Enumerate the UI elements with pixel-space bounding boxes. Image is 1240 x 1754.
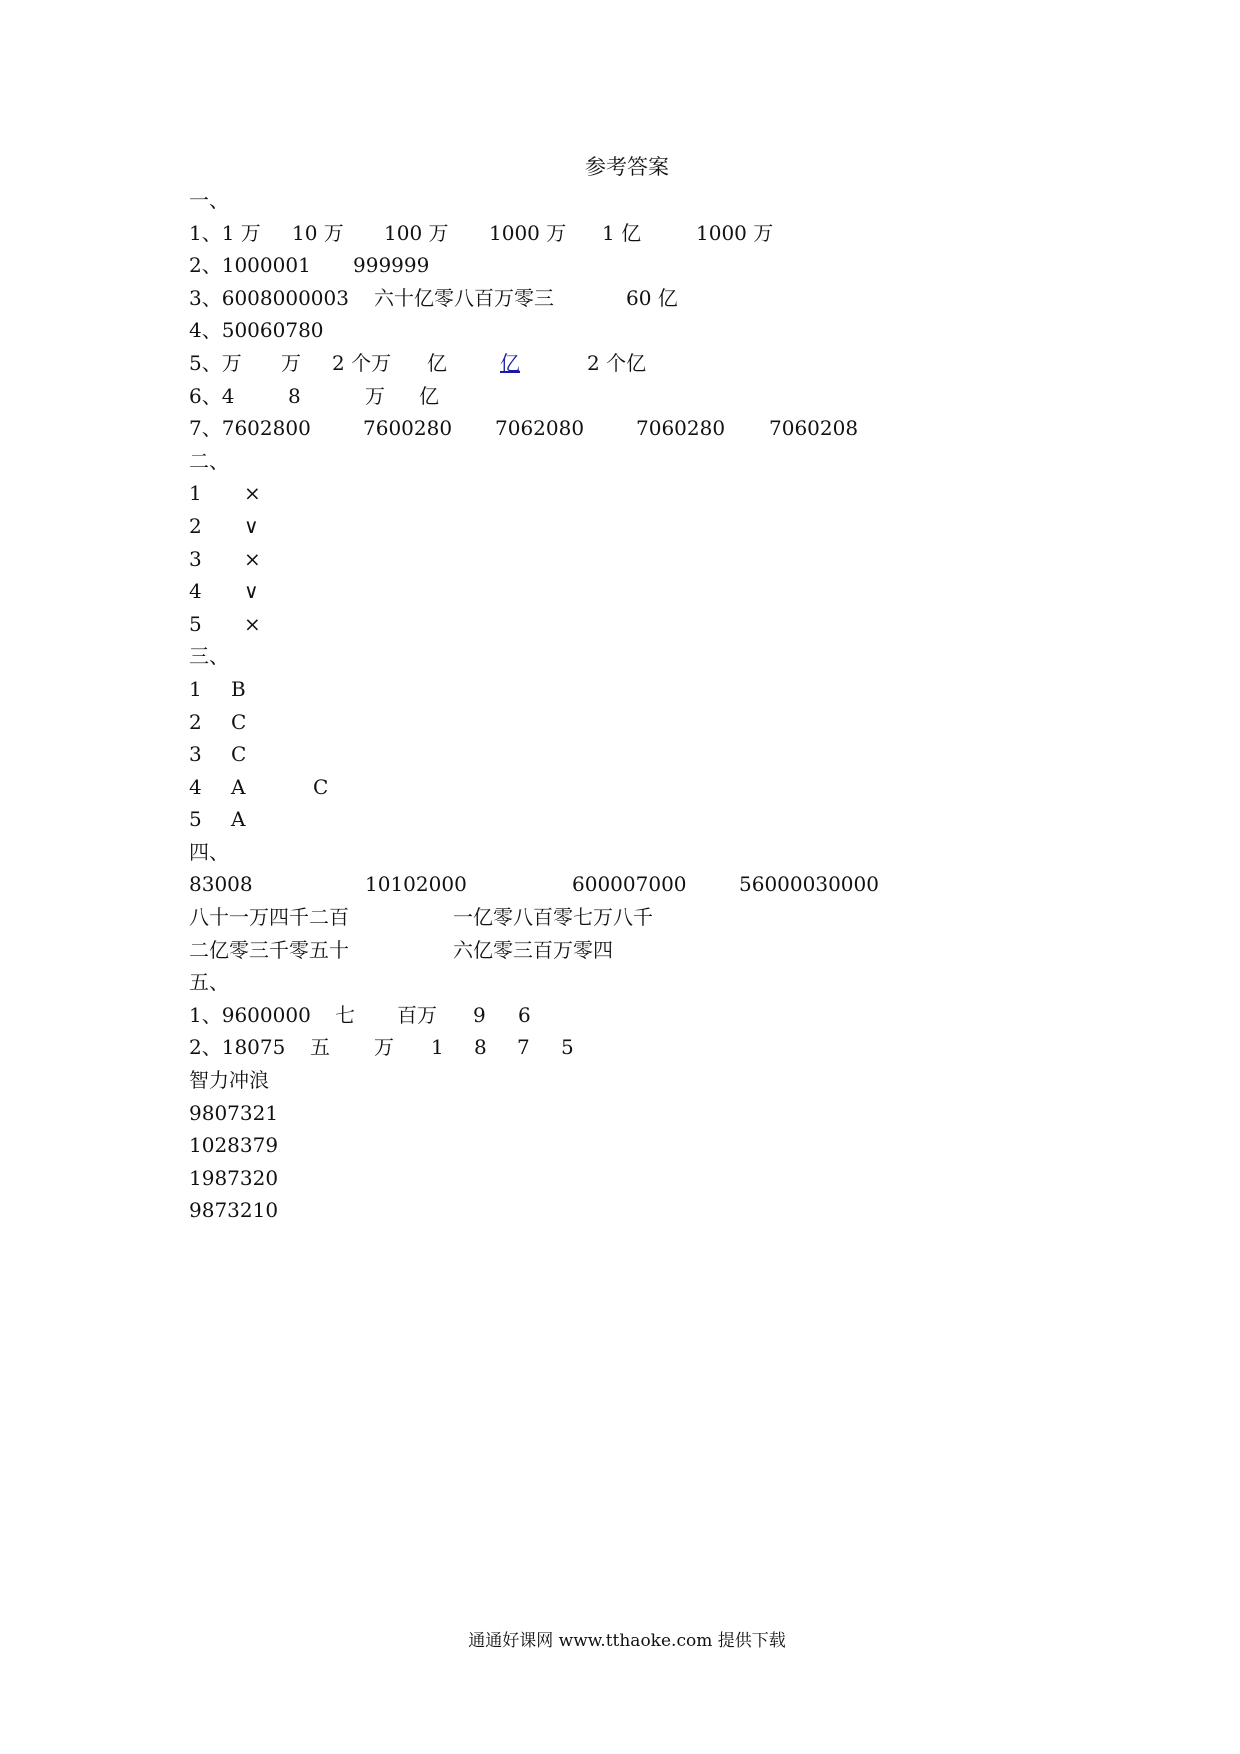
answer-cell: 1 亿 bbox=[602, 220, 642, 245]
answer-cell: 三、 bbox=[189, 644, 229, 669]
answer-line bbox=[189, 901, 1069, 934]
answer-line bbox=[189, 575, 1069, 608]
answer-cell: 四、 bbox=[189, 839, 229, 864]
answer-cell: 4、50060780 bbox=[189, 318, 324, 343]
answer-line bbox=[189, 510, 1069, 543]
answer-cell: 3 bbox=[189, 546, 202, 571]
answer-line bbox=[189, 1162, 1069, 1195]
answer-cell: 六十亿零八百万零三 bbox=[374, 285, 554, 310]
answer-line bbox=[189, 1031, 1069, 1064]
answer-cell: 五、 bbox=[189, 970, 229, 995]
answer-line bbox=[189, 1097, 1069, 1130]
answer-cell: 2、1000001 bbox=[189, 253, 311, 278]
answer-cell: 二、 bbox=[189, 448, 229, 473]
answer-cell: 1028379 bbox=[189, 1133, 279, 1158]
answer-cell: 七 bbox=[335, 1002, 355, 1027]
answer-cell: 9807321 bbox=[189, 1100, 279, 1125]
answer-line bbox=[189, 249, 1069, 282]
answer-cell: 100 万 bbox=[384, 220, 449, 245]
answer-cell: 10102000 bbox=[365, 872, 467, 897]
answer-cell: A bbox=[231, 774, 246, 799]
answer-cell: 10 万 bbox=[292, 220, 344, 245]
answer-cell: 2 个亿 bbox=[587, 350, 647, 375]
answer-cell: 万 bbox=[374, 1035, 394, 1060]
answer-line bbox=[189, 1194, 1069, 1227]
answer-line bbox=[189, 380, 1069, 413]
answer-cell: 6 bbox=[518, 1002, 531, 1027]
answer-cell: × bbox=[244, 546, 261, 571]
answer-cell: 亿 bbox=[419, 383, 439, 408]
answer-line bbox=[189, 608, 1069, 641]
answer-line bbox=[189, 999, 1069, 1032]
answer-line bbox=[189, 314, 1069, 347]
answer-cell: ∨ bbox=[244, 579, 259, 604]
answer-line bbox=[189, 771, 1069, 804]
answer-cell: 6、4 bbox=[189, 383, 235, 408]
answer-line bbox=[189, 217, 1069, 250]
answer-cell: 999999 bbox=[353, 253, 430, 278]
answer-cell: 7、7602800 bbox=[189, 416, 311, 441]
answer-line bbox=[189, 706, 1069, 739]
answer-cell: 1 bbox=[189, 481, 202, 506]
answer-cell: ∨ bbox=[244, 513, 259, 538]
answer-cell: 83008 bbox=[189, 872, 253, 897]
answer-cell: 万 bbox=[281, 350, 301, 375]
answer-cell: 1、1 万 bbox=[189, 220, 261, 245]
page-footer: 通通好课网 www.tthaoke.com 提供下载 bbox=[468, 1631, 786, 1651]
answer-cell: 一亿零八百零七万八千 bbox=[453, 905, 653, 930]
answer-cell: 1、9600000 bbox=[189, 1002, 311, 1027]
answer-cell: 9873210 bbox=[189, 1198, 279, 1223]
answer-cell: 4 bbox=[189, 579, 202, 604]
answer-cell: C bbox=[313, 774, 329, 799]
page-title: 参考答案 bbox=[585, 155, 669, 179]
answer-cell: 8 bbox=[288, 383, 301, 408]
answer-cell: 5 bbox=[561, 1035, 574, 1060]
answer-cell: × bbox=[244, 611, 261, 636]
answer-line bbox=[189, 347, 1069, 380]
answer-cell: 5、万 bbox=[189, 350, 242, 375]
answer-line bbox=[189, 445, 1069, 478]
answer-cell: 六亿零三百万零四 bbox=[453, 937, 613, 962]
answer-cell: 2 bbox=[189, 513, 202, 538]
answer-cell: 7 bbox=[517, 1035, 530, 1060]
answer-cell: 56000030000 bbox=[739, 872, 879, 897]
answer-line bbox=[189, 282, 1069, 315]
answer-line bbox=[189, 640, 1069, 673]
answer-cell: 7600280 bbox=[363, 416, 453, 441]
answer-cell: 600007000 bbox=[572, 872, 687, 897]
answer-cell: 智力冲浪 bbox=[189, 1068, 269, 1093]
answer-cell: C bbox=[231, 709, 247, 734]
answer-cell: 一、 bbox=[189, 188, 229, 212]
answer-cell: 二亿零三千零五十 bbox=[189, 937, 349, 962]
answer-cell: 7062080 bbox=[495, 416, 585, 441]
answer-cell: 百万 bbox=[397, 1002, 437, 1027]
answer-cell: 8 bbox=[474, 1035, 487, 1060]
answer-line bbox=[189, 738, 1069, 771]
answer-cell: 3 bbox=[189, 742, 202, 767]
answer-cell: B bbox=[231, 676, 246, 701]
answer-cell: A bbox=[231, 807, 246, 832]
answer-cell: × bbox=[244, 481, 261, 506]
answer-cell: 60 亿 bbox=[626, 285, 678, 310]
answer-cell: 9 bbox=[473, 1002, 486, 1027]
answer-cell: 八十一万四千二百 bbox=[189, 905, 349, 930]
answer-cell: 1 bbox=[189, 676, 202, 701]
answer-cell: 7060280 bbox=[636, 416, 726, 441]
answer-cell: 5 bbox=[189, 807, 202, 832]
answer-line bbox=[189, 966, 1069, 999]
answer-line bbox=[189, 934, 1069, 967]
answer-cell: 1 bbox=[431, 1035, 444, 1060]
answer-cell: 万 bbox=[365, 383, 385, 408]
answer-cell: C bbox=[231, 742, 247, 767]
answer-link[interactable]: 亿 bbox=[500, 350, 520, 375]
answer-line bbox=[189, 803, 1069, 836]
answer-line bbox=[189, 477, 1069, 510]
answer-cell: 2、18075 bbox=[189, 1035, 286, 1060]
answer-line bbox=[189, 184, 1069, 217]
answer-line bbox=[189, 673, 1069, 706]
answer-line bbox=[189, 836, 1069, 869]
answer-cell: 1000 万 bbox=[696, 220, 774, 245]
answer-line bbox=[189, 1064, 1069, 1097]
answer-line bbox=[189, 1129, 1069, 1162]
answer-line bbox=[189, 868, 1069, 901]
answer-cell: 7060208 bbox=[769, 416, 859, 441]
answer-cell: 5 bbox=[189, 611, 202, 636]
answer-cell: 2 bbox=[189, 709, 202, 734]
answer-cell: 五 bbox=[310, 1035, 330, 1060]
answer-cell: 2 个万 bbox=[332, 350, 392, 375]
answer-cell: 亿 bbox=[427, 350, 447, 375]
answer-line bbox=[189, 543, 1069, 576]
answer-cell: 1000 万 bbox=[489, 220, 567, 245]
answer-cell: 4 bbox=[189, 774, 202, 799]
answer-content bbox=[189, 184, 1069, 1227]
answer-cell: 3、6008000003 bbox=[189, 285, 349, 310]
answer-line bbox=[189, 412, 1069, 445]
answer-cell: 1987320 bbox=[189, 1165, 279, 1190]
